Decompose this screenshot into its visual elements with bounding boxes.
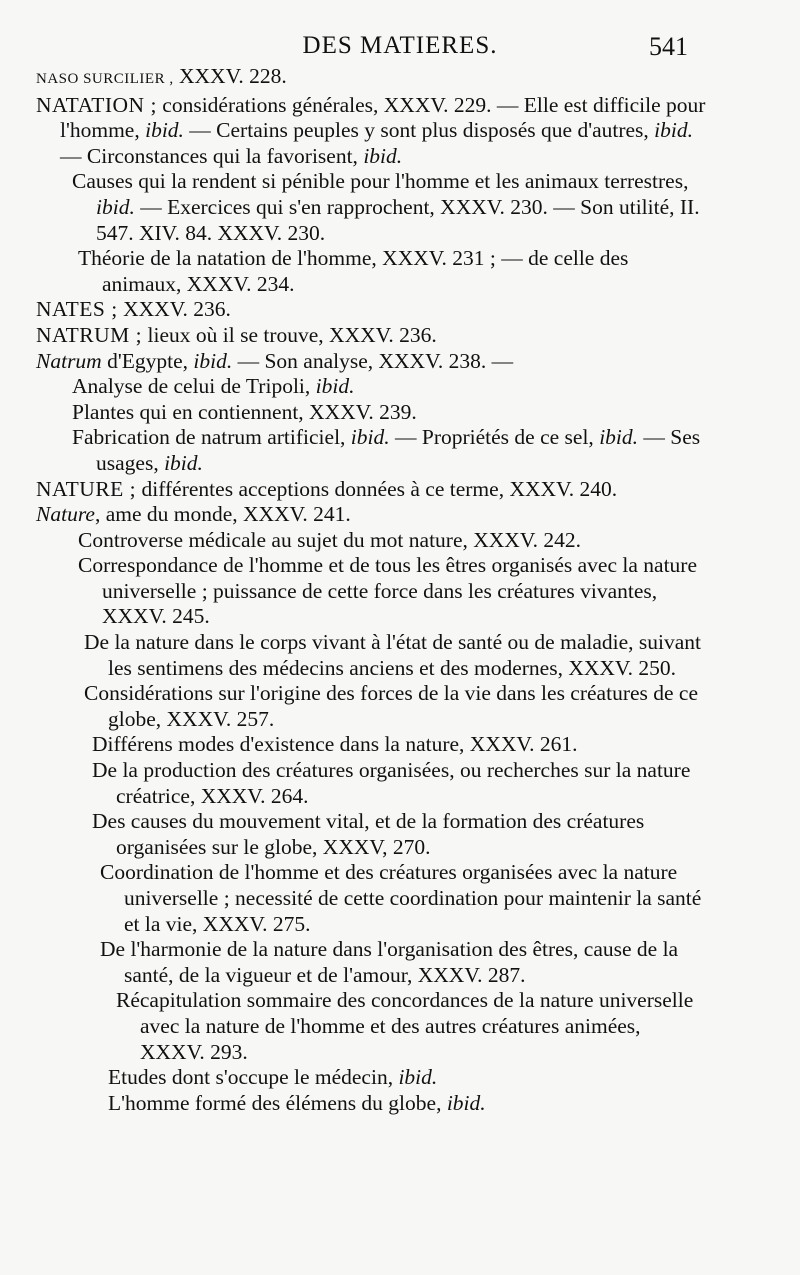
- entry-text: — Son analyse, XXXV. 238. —: [232, 348, 514, 373]
- entry-term: NATATION ;: [36, 92, 157, 117]
- running-header: DES MATIERES.: [302, 32, 498, 59]
- sub-entry-natrum-plantes: Plantes qui en contiennent, XXXV. 239.: [72, 399, 417, 424]
- entry-term: NASO SURCILIER ,: [36, 71, 174, 87]
- entry-text: lieux où il se trouve, XXXV. 236.: [142, 322, 437, 347]
- entry-text: Analyse de celui de Tripoli,: [72, 374, 316, 399]
- ibid-ref: ibid.: [654, 118, 693, 143]
- entry-text: considérations générales, XXXV. 229. — Elle est difficile pour l'homme,: [60, 92, 706, 143]
- index-entry-nature: [36, 477, 706, 503]
- entry-text: Causes qui la rendent si pénible pour l'homme et les animaux terrestres,: [72, 169, 689, 194]
- entry-text: , ame du monde, XXXV. 241.: [94, 502, 351, 527]
- sub-entry-nature-etudes: [36, 1065, 706, 1091]
- sub-entry-natation-theorie: Théorie de la natation de l'homme, XXXV. 231 ; — de celle des animaux, XXXV. 234.: [78, 246, 629, 296]
- sub-entry-natation-causes: [36, 169, 706, 246]
- sub-entry-nature: Controverse médicale au sujet du mot nature, XXXV. 242.: [78, 527, 581, 552]
- entry-term: NATRUM ;: [36, 322, 143, 347]
- sub-entry-nature: Différens modes d'existence dans la nature, XXXV. 261.: [92, 732, 578, 757]
- sub-entry-nature-homme: [36, 1091, 706, 1117]
- index-entry-natation: [36, 93, 706, 170]
- entry-text: — Circonstances qui la favorisent,: [60, 143, 364, 168]
- ibid-ref: ibid.: [164, 450, 203, 475]
- index-entry-natrum-egypte: [36, 349, 706, 375]
- entry-term: Nature: [36, 502, 95, 527]
- ibid-ref: ibid.: [363, 143, 403, 168]
- index-entry-naso-surcilier: [36, 64, 706, 93]
- ibid-ref: ibid.: [145, 118, 184, 143]
- sub-entry-natrum-tripoli: [36, 374, 706, 400]
- sub-entry-nature: Des causes du mouvement vital, et de la formation des créatures organisées sur le globe, XXXV, 270.: [92, 809, 645, 859]
- entry-text: Fabrication de natrum artificiel,: [72, 425, 351, 450]
- entry-term: NATES ;: [36, 297, 118, 322]
- ibid-ref: ibid.: [350, 425, 390, 450]
- entry-text: d'Egypte,: [101, 348, 194, 373]
- entry-text: Etudes dont s'occupe le médecin,: [108, 1065, 399, 1090]
- entry-text: — Exercices qui s'en rapprochent, XXXV. 230. — Son utilité, II. 547. XIV. 84. XXXV. 230.: [96, 194, 700, 245]
- sub-entry-nature: De l'harmonie de la nature dans l'organisation des êtres, cause de la santé, de la vigueur et de l'amour, XXXV. 287.: [100, 937, 679, 987]
- entry-term: Natrum: [36, 348, 102, 373]
- entry-text: XXXV. 228.: [173, 64, 287, 88]
- index-entry-nates: [36, 297, 706, 323]
- entry-text: XXXV. 236.: [117, 297, 231, 322]
- sub-entry-nature: Correspondance de l'homme et de tous les êtres organisés avec la nature universelle ; puissance de cette force dans les créatures vivantes, XXXV. 245.: [78, 553, 697, 629]
- entry-term: NATURE ;: [36, 476, 137, 501]
- ibid-ref: ibid.: [599, 425, 639, 450]
- sub-entry-nature: Considérations sur l'origine des forces de la vie dans les créatures de ce globe, XXXV. 257.: [84, 681, 699, 731]
- sub-entry-nature: Coordination de l'homme et des créatures organisées avec la nature universelle ; necessité de cette coordination pour maintenir la santé et la vie, XXXV. 275.: [100, 860, 702, 936]
- entry-text: — Certains peuples y sont plus disposés que d'autres,: [183, 118, 655, 143]
- sub-entry-nature: De la production des créatures organisées, ou recherches sur la nature créatrice, XXXV. 264.: [92, 758, 691, 808]
- page-number: 541: [649, 32, 688, 61]
- sub-entry-nature: Récapitulation sommaire des concordances de la nature universelle avec la nature de l'homme et des autres créatures animées, XXXV. 293.: [116, 988, 694, 1064]
- index-entry-natrum: [36, 323, 706, 349]
- sub-entry-natrum-fabrication: [36, 425, 706, 476]
- ibid-ref: ibid.: [193, 348, 233, 373]
- entry-text: différentes acceptions données à ce terme, XXXV. 240.: [136, 476, 618, 501]
- ibid-ref: ibid.: [446, 1090, 486, 1115]
- sub-entry-nature: De la nature dans le corps vivant à l'état de santé ou de maladie, suivant les sentimens des médecins anciens et des modernes, XXXV. 250.: [84, 630, 702, 680]
- entry-text: — Ses usages,: [96, 425, 701, 475]
- entry-text: L'homme formé des élémens du globe,: [108, 1090, 447, 1115]
- ibid-ref: ibid.: [315, 374, 355, 399]
- ibid-ref: ibid.: [96, 194, 135, 219]
- entry-text: — Propriétés de ce sel,: [389, 425, 600, 450]
- index-entry-nature-ame: [36, 502, 706, 528]
- index-body: [36, 64, 706, 1116]
- ibid-ref: ibid.: [398, 1065, 438, 1090]
